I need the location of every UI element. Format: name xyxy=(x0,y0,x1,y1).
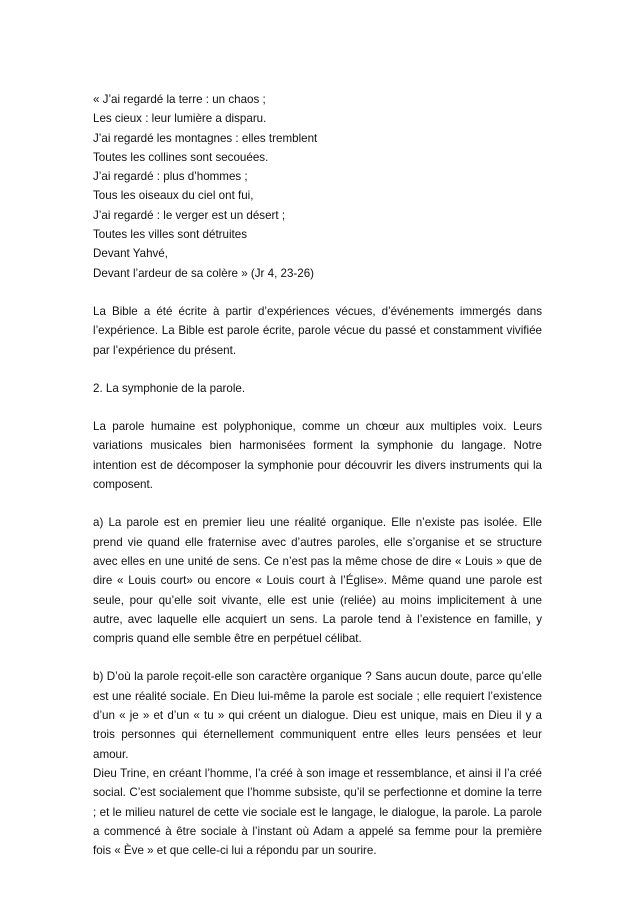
poem-line: Tous les oiseaux du ciel ont fui, xyxy=(93,189,254,203)
poem-line: Toutes les villes sont détruites xyxy=(93,228,248,242)
section-intro-paragraph: La parole humaine est polyphonique, comme un chœur aux multiples voix. Leurs variations musicales bien harmonisées forment la symphonie du langage. Notre intention est de décomposer la symphonie pour découvrir les divers instruments qui la composent. xyxy=(93,420,542,492)
poem-line: J’ai regardé : le verger est un désert ; xyxy=(93,208,286,222)
poem-line: « J’ai regardé la terre : un chaos ; xyxy=(93,93,266,106)
poem-line: Devant Yahvé, xyxy=(93,247,168,261)
document-page xyxy=(93,90,542,860)
poem-line: Les cieux : leur lumière a disparu. xyxy=(93,112,267,126)
point-b-paragraph: b) D’où la parole reçoit-elle son caractère organique ? Sans aucun doute, parce qu’elle est une réalité sociale. En Dieu lui-même la parole est sociale ; elle requiert l’existence d’un « je » et d’un « tu » qui créent un dialogue. Dieu est unique, mais en Dieu il y a trois personnes qui éternellement communiquent entre elles leurs pensées et leur amour. xyxy=(93,670,542,761)
poem-line: J’ai regardé les montagnes : elles tremblent xyxy=(93,131,318,145)
point-a-paragraph: a) La parole est en premier lieu une réalité organique. Elle n’existe pas isolée. Elle prend vie quand elle fraternise avec d’autres paroles, elle s’organise et se structure avec elles en une unité de sens. Ce n’est pas la même chose de dire « Louis » que de dire « Louis court» ou encore « Louis court à l’Église». Même quand une parole est seule, pour qu’elle soit vivante, elle est unie (reliée) au moins implicitement à une autre, avec laquelle elle acquiert un sens. La parole tend à l’existence en famille, y compris quand elle semble être en perpétuel célibat. xyxy=(93,516,542,646)
poem-line: J’ai regardé : plus d’hommes ; xyxy=(93,170,248,184)
intro-paragraph: La Bible a été écrite à partir d’expériences vécues, d’événements immergés dans l’expérience. La Bible est parole écrite, parole vécue du passé et constamment vivifiée par l’expérience du présent. xyxy=(93,304,542,357)
point-b-continuation-paragraph: Dieu Trine, en créant l’homme, l’a créé à son image et ressemblance, et ainsi il l’a créé social. C’est socialement que l’homme subsiste, qu’il se perfectionne et domine la terre ; et le milieu naturel de cette vie sociale est le langage, le dialogue, la parole. La parole a commencé à être sociale à l’instant où Adam a appelé sa femme pour la première fois « Ève » et que celle-ci lui a répondu par un sourire. xyxy=(93,766,542,858)
poem-line: Toutes les collines sont secouées. xyxy=(93,150,269,164)
poem-line: Devant l’ardeur de sa colère » (Jr 4, 23-26) xyxy=(93,266,315,280)
section-heading: 2. La symphonie de la parole. xyxy=(93,381,246,395)
poem-quote xyxy=(93,90,542,283)
